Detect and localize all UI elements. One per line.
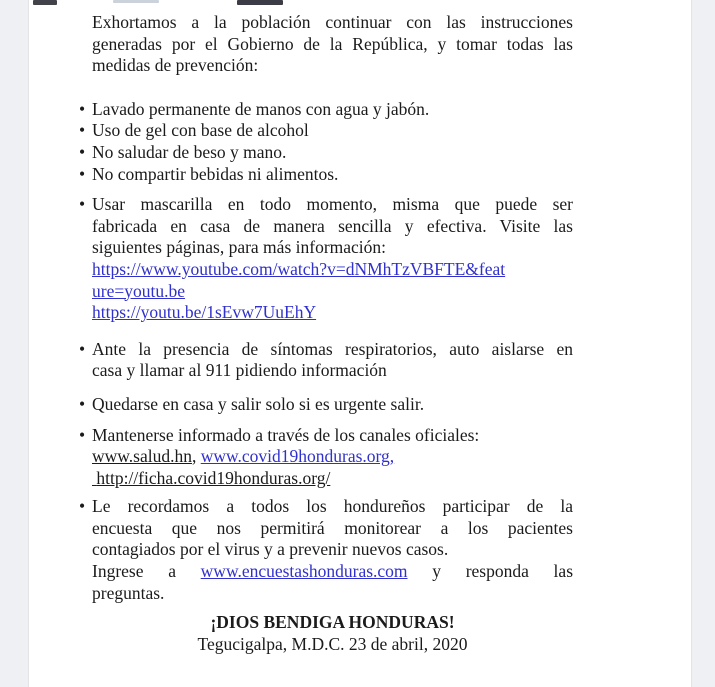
channels-line-3	[92, 468, 573, 490]
survey-text: Le recordamos a todos los hondureños participar de la	[92, 496, 573, 517]
dateline-tegucigalpa: Tegucigalpa, M.D.C. 23 de abril, 2020	[197, 633, 468, 654]
document-footer	[92, 612, 573, 655]
youtube-link-line2[interactable]: ure=youtu.be	[92, 280, 185, 301]
stay-home-line	[79, 393, 573, 416]
survey-line-4	[92, 561, 573, 583]
bullet-icon: •	[79, 120, 86, 141]
bullet-icon: •	[79, 496, 86, 517]
bullet-icon: •	[79, 141, 86, 162]
youtube-link-line1[interactable]: https://www.youtube.com/watch?v=dNMhTzVBFTE&feat	[92, 258, 506, 279]
bullet-icon: •	[79, 194, 86, 215]
link-separator: ,	[191, 446, 201, 467]
youtube-short-link[interactable]: https://youtu.be/1sEvw7UuEhY	[92, 302, 317, 323]
bullet-item-stay-home	[79, 393, 573, 416]
encuestashonduras-link[interactable]: www.encuestashonduras.com	[200, 561, 408, 582]
bullet-text: Lavado permanente de manos con agua y jabón.	[92, 98, 430, 119]
bullet-item-no-sharing	[79, 163, 573, 186]
bullet-icon: •	[79, 424, 86, 445]
bullet-item-no-greeting	[79, 141, 573, 164]
mask-text: Usar mascarilla en todo momento, misma que puede ser	[92, 194, 573, 215]
salud-hn-link[interactable]: www.salud.hn	[92, 446, 192, 467]
intro-line-2: generadas por el Gobierno de la República, y tomar todas las	[92, 33, 573, 54]
bullet-text: No saludar de beso y mano.	[92, 141, 287, 162]
survey-line-5: preguntas.	[92, 582, 165, 603]
covid19honduras-link[interactable]: www.covid19honduras.org,	[200, 446, 395, 467]
bullet-item-mask	[79, 194, 573, 324]
ficha-covid19honduras-link[interactable]: http://ficha.covid19honduras.org/	[92, 467, 331, 488]
bullet-item-survey	[79, 496, 573, 604]
survey-line-1	[79, 496, 573, 518]
bullet-item-symptoms	[79, 338, 573, 382]
bullet-icon: •	[79, 98, 86, 119]
channels-line-2	[92, 446, 573, 468]
bullet-item-official-channels	[79, 424, 573, 490]
mask-line-3: siguientes páginas, para más información:	[92, 237, 387, 258]
bullet-icon: •	[79, 338, 86, 359]
intro-line-3: medidas de prevención:	[92, 55, 259, 76]
bullet-text: No compartir bebidas ni alimentos.	[92, 163, 339, 184]
youtube-link-row-2	[92, 281, 573, 303]
bullet-icon: •	[79, 163, 86, 184]
bullet-item-alcohol-gel	[79, 120, 573, 142]
cutoff-text-artifact-left	[33, 0, 57, 5]
youtube-link-row-1	[92, 259, 573, 281]
bullet-icon: •	[79, 393, 86, 414]
intro-paragraph	[92, 12, 573, 77]
channels-line-1	[79, 424, 573, 447]
mask-line-2: fabricada en casa de manera sencilla y efectiva. Visite las	[92, 215, 573, 236]
prevention-measures-list	[79, 98, 573, 185]
symptoms-text: Ante la presencia de síntomas respiratorios, auto aislarse en	[92, 338, 573, 359]
youtube-short-link-row	[92, 302, 573, 324]
intro-line-1: Exhortamos a la población continuar con las instrucciones	[92, 12, 573, 32]
bullet-item-hand-washing	[79, 98, 573, 121]
survey-line4-prefix: Ingrese a	[92, 561, 176, 582]
symptoms-line-2: casa y llamar al 911 pidiendo información	[92, 360, 387, 381]
channels-text: Mantenerse informado a través de los canales oficiales:	[92, 424, 480, 445]
survey-line-2: encuesta que nos permitirá monitorear a los pacientes	[92, 517, 573, 538]
document-body	[79, 0, 573, 655]
mask-line-1	[79, 194, 573, 216]
stay-home-text: Quedarse en casa y salir solo si es urgente salir.	[92, 393, 425, 414]
slogan-dios-bendiga-honduras: ¡DIOS BENDIGA HONDURAS!	[210, 612, 455, 633]
survey-line-3: contagiados por el virus y a prevenir nuevos casos.	[92, 539, 449, 560]
symptoms-line-1	[79, 338, 573, 361]
survey-line4-suffix: y responda las	[432, 561, 573, 582]
bullet-text: Uso de gel con base de alcohol	[92, 120, 309, 141]
